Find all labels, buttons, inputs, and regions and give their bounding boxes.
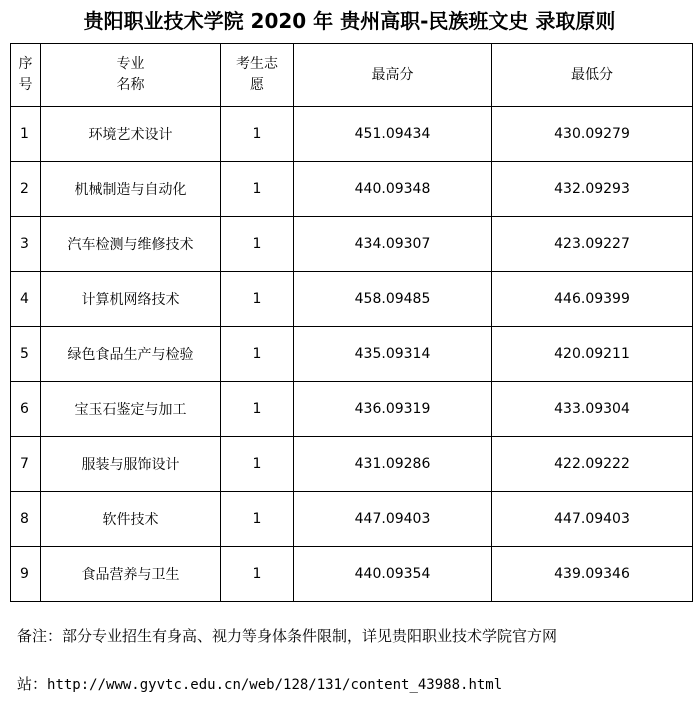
header-seq: 序 号 bbox=[11, 44, 41, 107]
cell-seq: 5 bbox=[11, 327, 41, 382]
table-row bbox=[11, 547, 693, 602]
cell-min-score: 433.09304 bbox=[492, 382, 693, 437]
cell-preference: 1 bbox=[221, 547, 294, 602]
table-row bbox=[11, 107, 693, 162]
header-max-score: 最高分 bbox=[294, 44, 492, 107]
cell-max-score: 451.09434 bbox=[294, 107, 492, 162]
cell-major: 计算机网络技术 bbox=[41, 272, 221, 327]
cell-max-score: 434.09307 bbox=[294, 217, 492, 272]
cell-min-score: 422.09222 bbox=[492, 437, 693, 492]
table-row bbox=[11, 327, 693, 382]
cell-preference: 1 bbox=[221, 162, 294, 217]
cell-preference: 1 bbox=[221, 437, 294, 492]
header-major: 专业 名称 bbox=[41, 44, 221, 107]
cell-min-score: 423.09227 bbox=[492, 217, 693, 272]
table-row bbox=[11, 492, 693, 547]
cell-major: 汽车检测与维修技术 bbox=[41, 217, 221, 272]
cell-major: 机械制造与自动化 bbox=[41, 162, 221, 217]
cell-seq: 1 bbox=[11, 107, 41, 162]
cell-max-score: 436.09319 bbox=[294, 382, 492, 437]
cell-major: 服装与服饰设计 bbox=[41, 437, 221, 492]
cell-max-score: 458.09485 bbox=[294, 272, 492, 327]
cell-max-score: 440.09348 bbox=[294, 162, 492, 217]
cell-min-score: 420.09211 bbox=[492, 327, 693, 382]
cell-max-score: 440.09354 bbox=[294, 547, 492, 602]
table-row bbox=[11, 437, 693, 492]
cell-min-score: 432.09293 bbox=[492, 162, 693, 217]
footnote-continuation bbox=[17, 673, 695, 696]
cell-max-score: 431.09286 bbox=[294, 437, 492, 492]
cell-major: 绿色食品生产与检验 bbox=[41, 327, 221, 382]
table-row bbox=[11, 272, 693, 327]
cell-major: 软件技术 bbox=[41, 492, 221, 547]
cell-max-score: 435.09314 bbox=[294, 327, 492, 382]
footnote-prefix: 站： bbox=[17, 675, 48, 693]
cell-min-score: 439.09346 bbox=[492, 547, 693, 602]
cell-preference: 1 bbox=[221, 217, 294, 272]
cell-seq: 6 bbox=[11, 382, 41, 437]
page-title: 贵阳职业技术学院 2020 年 贵州高职-民族班文史 录取原则 bbox=[83, 9, 616, 33]
cell-seq: 9 bbox=[11, 547, 41, 602]
table-header-row bbox=[11, 44, 693, 107]
cell-max-score: 447.09403 bbox=[294, 492, 492, 547]
header-preference: 考生志 愿 bbox=[221, 44, 294, 107]
cell-preference: 1 bbox=[221, 382, 294, 437]
cell-major: 环境艺术设计 bbox=[41, 107, 221, 162]
cell-preference: 1 bbox=[221, 327, 294, 382]
cell-min-score: 446.09399 bbox=[492, 272, 693, 327]
table-row bbox=[11, 162, 693, 217]
table-row bbox=[11, 382, 693, 437]
cell-seq: 7 bbox=[11, 437, 41, 492]
header-min-score: 最低分 bbox=[492, 44, 693, 107]
cell-min-score: 430.09279 bbox=[492, 107, 693, 162]
cell-seq: 2 bbox=[11, 162, 41, 217]
cell-seq: 4 bbox=[11, 272, 41, 327]
official-site-link[interactable]: http://www.gyvtc.edu.cn/web/128/131/content_43988.html bbox=[47, 677, 503, 693]
table-row bbox=[11, 217, 693, 272]
cell-preference: 1 bbox=[221, 272, 294, 327]
cell-min-score: 447.09403 bbox=[492, 492, 693, 547]
cell-seq: 3 bbox=[11, 217, 41, 272]
footnote-text: 备注：部分专业招生有身高、视力等身体条件限制，详见贵阳职业技术学院官方网 bbox=[17, 627, 558, 645]
cell-major: 宝玉石鉴定与加工 bbox=[41, 382, 221, 437]
cell-major: 食品营养与卫生 bbox=[41, 547, 221, 602]
admissions-table bbox=[10, 43, 693, 602]
cell-seq: 8 bbox=[11, 492, 41, 547]
cell-preference: 1 bbox=[221, 107, 294, 162]
cell-preference: 1 bbox=[221, 492, 294, 547]
